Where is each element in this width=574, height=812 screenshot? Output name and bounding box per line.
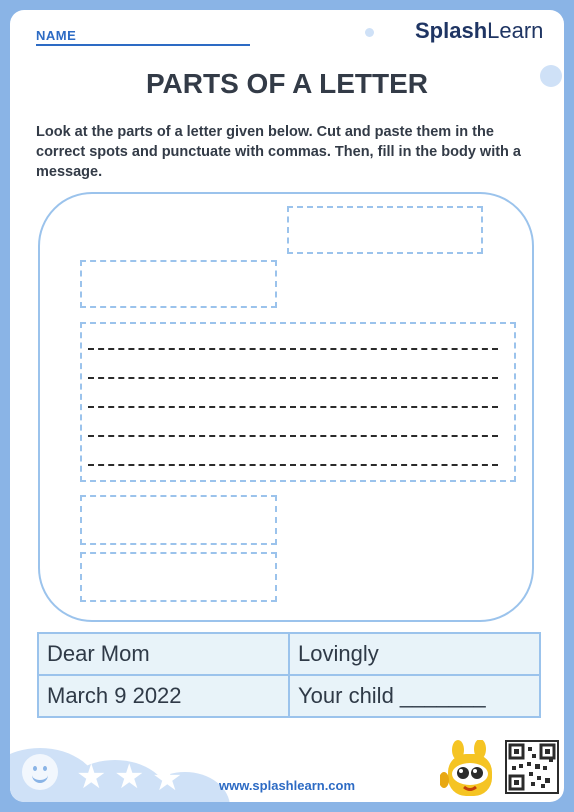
instructions: Look at the parts of a letter given below. Cut and paste them in the correct spots and punctuate with commas. Then, fill in the body with a message. xyxy=(36,124,521,180)
heading-paste-box xyxy=(287,206,483,254)
name-line xyxy=(36,44,250,46)
writing-line xyxy=(88,406,498,408)
worksheet xyxy=(10,10,564,802)
writing-line xyxy=(88,377,498,379)
star-icon: ★ xyxy=(114,758,145,796)
letter-part-cell: March 9 2022 xyxy=(38,675,289,717)
letter-part-cell: Your child _______ xyxy=(289,675,540,717)
footer-url: www.splashlearn.com xyxy=(218,778,356,793)
greeting-paste-box xyxy=(80,260,277,308)
page-title: PARTS OF A LETTER xyxy=(145,68,429,99)
writing-line xyxy=(88,464,498,466)
mascot-icon xyxy=(440,740,502,802)
writing-line xyxy=(88,435,498,437)
logo-learn: Learn xyxy=(487,18,544,43)
splashlearn-logo xyxy=(415,18,543,44)
letter-part-cell: Dear Mom xyxy=(38,633,289,675)
table-row xyxy=(38,633,540,675)
star-icon: ★ xyxy=(152,760,183,798)
decorative-dot xyxy=(365,28,374,37)
body-box xyxy=(80,322,516,482)
closing-paste-box xyxy=(80,495,277,545)
qr-code-icon xyxy=(505,740,559,794)
signature-paste-box xyxy=(80,552,277,602)
writing-line xyxy=(88,348,498,350)
letter-part-cell: Lovingly xyxy=(289,633,540,675)
letter-parts-table xyxy=(37,632,541,718)
table-row xyxy=(38,675,540,717)
star-icon: ★ xyxy=(76,758,107,796)
logo-splash: Splash xyxy=(415,18,488,43)
name-label: NAME xyxy=(36,28,77,43)
